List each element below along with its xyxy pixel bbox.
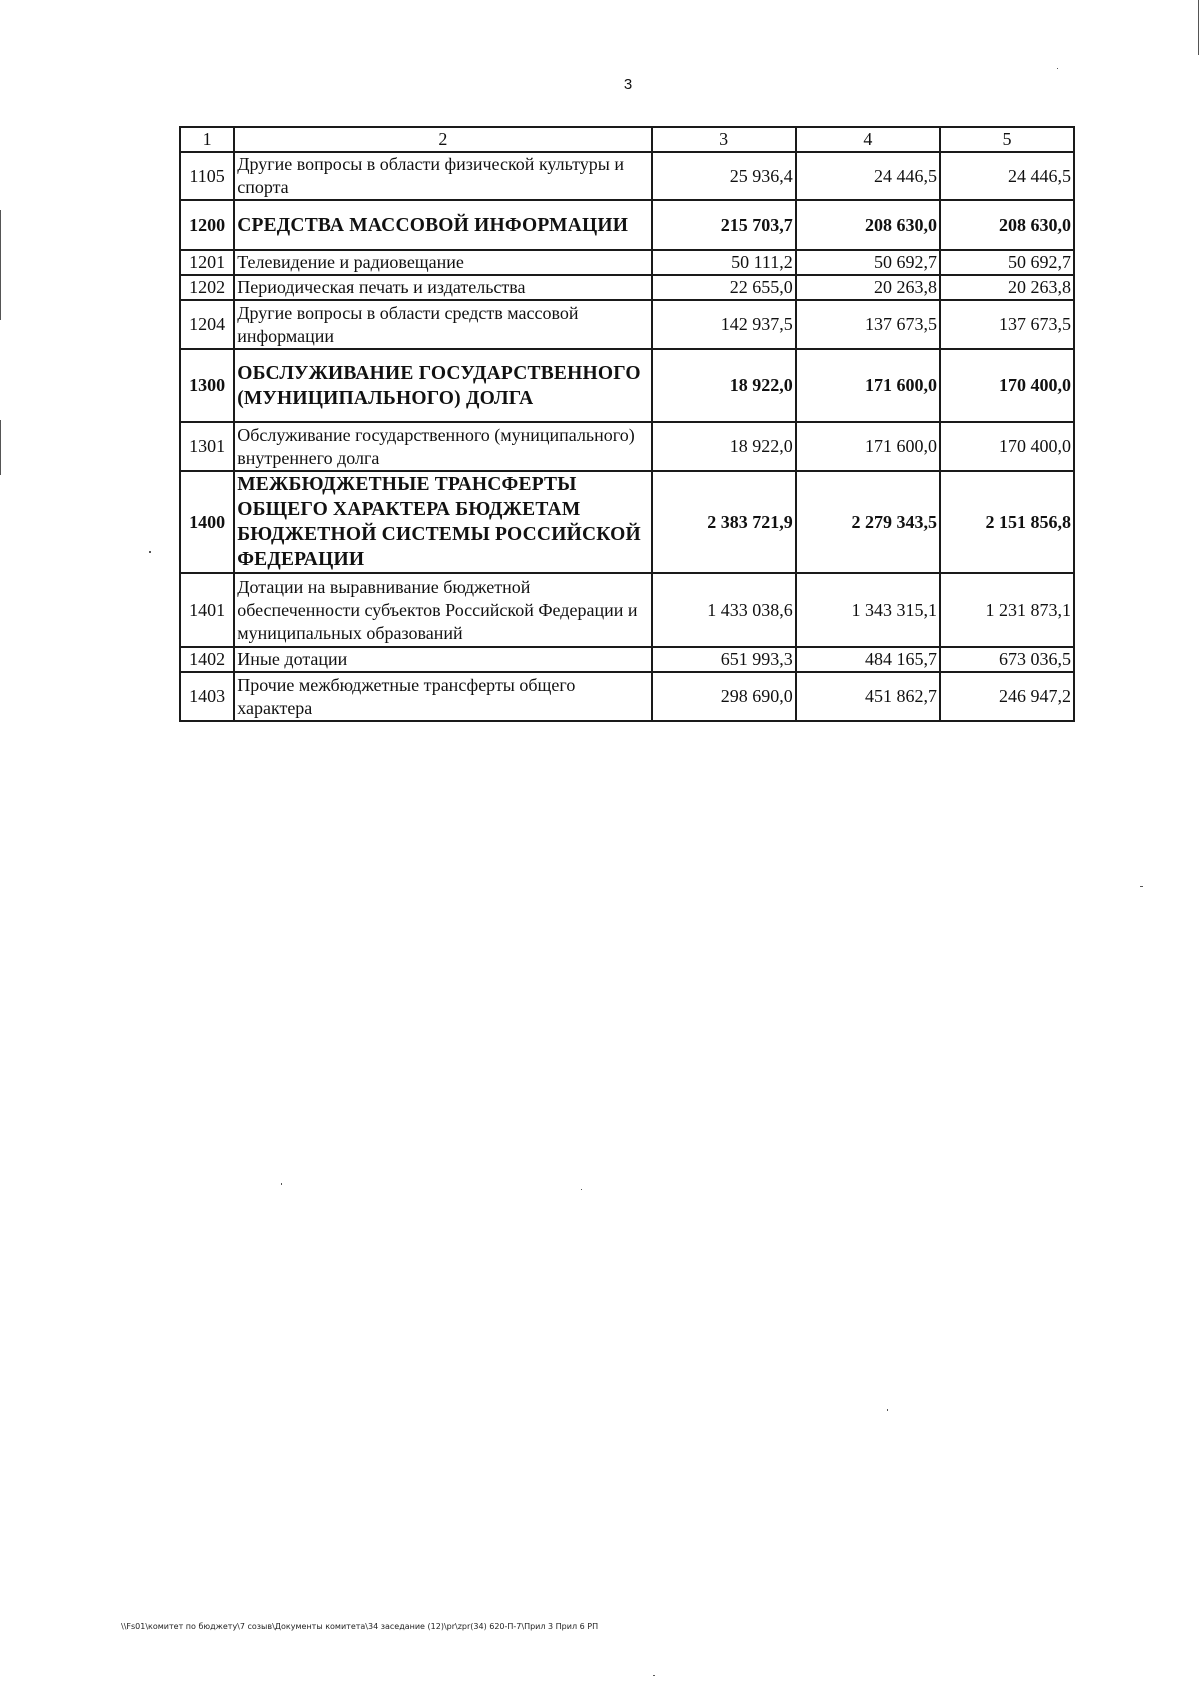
table-row-1403: [180, 672, 1074, 721]
row-code: 1401: [180, 573, 234, 647]
scan-dot: [1140, 886, 1143, 887]
row-value-5: 208 630,0: [940, 200, 1074, 250]
header-col-2: 2: [234, 127, 651, 152]
row-value-3: 215 703,7: [652, 200, 796, 250]
row-value-4: 171 600,0: [796, 349, 940, 422]
row-value-4: 484 165,7: [796, 647, 940, 672]
table-row-1201: [180, 250, 1074, 275]
row-code: 1300: [180, 349, 234, 422]
table-row-1200: [180, 200, 1074, 250]
row-code: 1200: [180, 200, 234, 250]
row-value-4: 50 692,7: [796, 250, 940, 275]
row-value-5: 1 231 873,1: [940, 573, 1074, 647]
row-value-3: 651 993,3: [652, 647, 796, 672]
row-code: 1301: [180, 422, 234, 471]
row-name: ОБСЛУЖИВАНИЕ ГОСУДАРСТВЕННОГО (МУНИЦИПАЛЬНОГО) ДОЛГА: [234, 349, 651, 422]
row-value-4: 2 279 343,5: [796, 471, 940, 573]
scan-edge-mark-left-2: [0, 420, 1, 475]
row-code: 1105: [180, 152, 234, 200]
row-value-4: 451 862,7: [796, 672, 940, 721]
scan-dot: [887, 1409, 888, 1411]
row-name: МЕЖБЮДЖЕТНЫЕ ТРАНСФЕРТЫ ОБЩЕГО ХАРАКТЕРА БЮДЖЕТАМ БЮДЖЕТНОЙ СИСТЕМЫ РОССИЙСКОЙ ФЕДЕРАЦИИ: [234, 471, 651, 573]
row-code: 1403: [180, 672, 234, 721]
row-name: СРЕДСТВА МАССОВОЙ ИНФОРМАЦИИ: [234, 200, 651, 250]
scan-dot: [149, 551, 151, 553]
row-name: Прочие межбюджетные трансферты общего характера: [234, 672, 651, 721]
table-row-1402: [180, 647, 1074, 672]
row-value-5: 20 263,8: [940, 275, 1074, 300]
header-col-3: 3: [652, 127, 796, 152]
row-value-3: 18 922,0: [652, 422, 796, 471]
row-name: Телевидение и радиовещание: [234, 250, 651, 275]
row-value-3: 2 383 721,9: [652, 471, 796, 573]
row-value-4: 208 630,0: [796, 200, 940, 250]
scan-dot: [581, 1189, 582, 1190]
row-value-3: 142 937,5: [652, 300, 796, 349]
row-name: Иные дотации: [234, 647, 651, 672]
scan-edge-mark-right: [1198, 0, 1199, 55]
row-value-4: 20 263,8: [796, 275, 940, 300]
header-col-5: 5: [940, 127, 1074, 152]
row-name: Другие вопросы в области средств массовой информации: [234, 300, 651, 349]
row-value-4: 1 343 315,1: [796, 573, 940, 647]
footer-file-path: \\Fs01\комитет по бюджету\7 созыв\Документы комитета\34 заседание (12)\pr\zpr(34) 620-П-7\Прил 3 Прил 6 РП: [121, 1622, 599, 1631]
row-value-4: 137 673,5: [796, 300, 940, 349]
row-value-5: 170 400,0: [940, 422, 1074, 471]
row-value-5: 24 446,5: [940, 152, 1074, 200]
scan-dot: [653, 1675, 655, 1676]
row-name: Обслуживание государственного (муниципального) внутреннего долга: [234, 422, 651, 471]
row-value-5: 673 036,5: [940, 647, 1074, 672]
row-value-5: 170 400,0: [940, 349, 1074, 422]
scan-dot: [1057, 68, 1058, 69]
scan-dot: [281, 1183, 282, 1185]
row-value-3: 1 433 038,6: [652, 573, 796, 647]
header-col-1: 1: [180, 127, 234, 152]
scan-edge-mark-left-1: [0, 210, 1, 320]
table-row-1204: [180, 300, 1074, 349]
row-code: 1400: [180, 471, 234, 573]
row-name: Дотации на выравнивание бюджетной обеспеченности субъектов Российской Федерации и муниципальных образований: [234, 573, 651, 647]
table-header-row: [180, 127, 1074, 152]
row-code: 1204: [180, 300, 234, 349]
row-code: 1402: [180, 647, 234, 672]
row-value-3: 25 936,4: [652, 152, 796, 200]
row-value-3: 50 111,2: [652, 250, 796, 275]
row-value-5: 246 947,2: [940, 672, 1074, 721]
row-code: 1201: [180, 250, 234, 275]
table-row-1401: [180, 573, 1074, 647]
table-row-1202: [180, 275, 1074, 300]
row-value-3: 18 922,0: [652, 349, 796, 422]
row-value-5: 137 673,5: [940, 300, 1074, 349]
row-value-5: 2 151 856,8: [940, 471, 1074, 573]
page-number: 3: [623, 76, 633, 93]
row-code: 1202: [180, 275, 234, 300]
row-name: Другие вопросы в области физической культуры и спорта: [234, 152, 651, 200]
row-value-3: 22 655,0: [652, 275, 796, 300]
table-row-1301: [180, 422, 1074, 471]
budget-table: [179, 126, 1075, 722]
table-row-1105: [180, 152, 1074, 200]
row-value-4: 24 446,5: [796, 152, 940, 200]
header-col-4: 4: [796, 127, 940, 152]
row-name: Периодическая печать и издательства: [234, 275, 651, 300]
table-row-1300: [180, 349, 1074, 422]
row-value-5: 50 692,7: [940, 250, 1074, 275]
row-value-3: 298 690,0: [652, 672, 796, 721]
row-value-4: 171 600,0: [796, 422, 940, 471]
table-row-1400: [180, 471, 1074, 573]
